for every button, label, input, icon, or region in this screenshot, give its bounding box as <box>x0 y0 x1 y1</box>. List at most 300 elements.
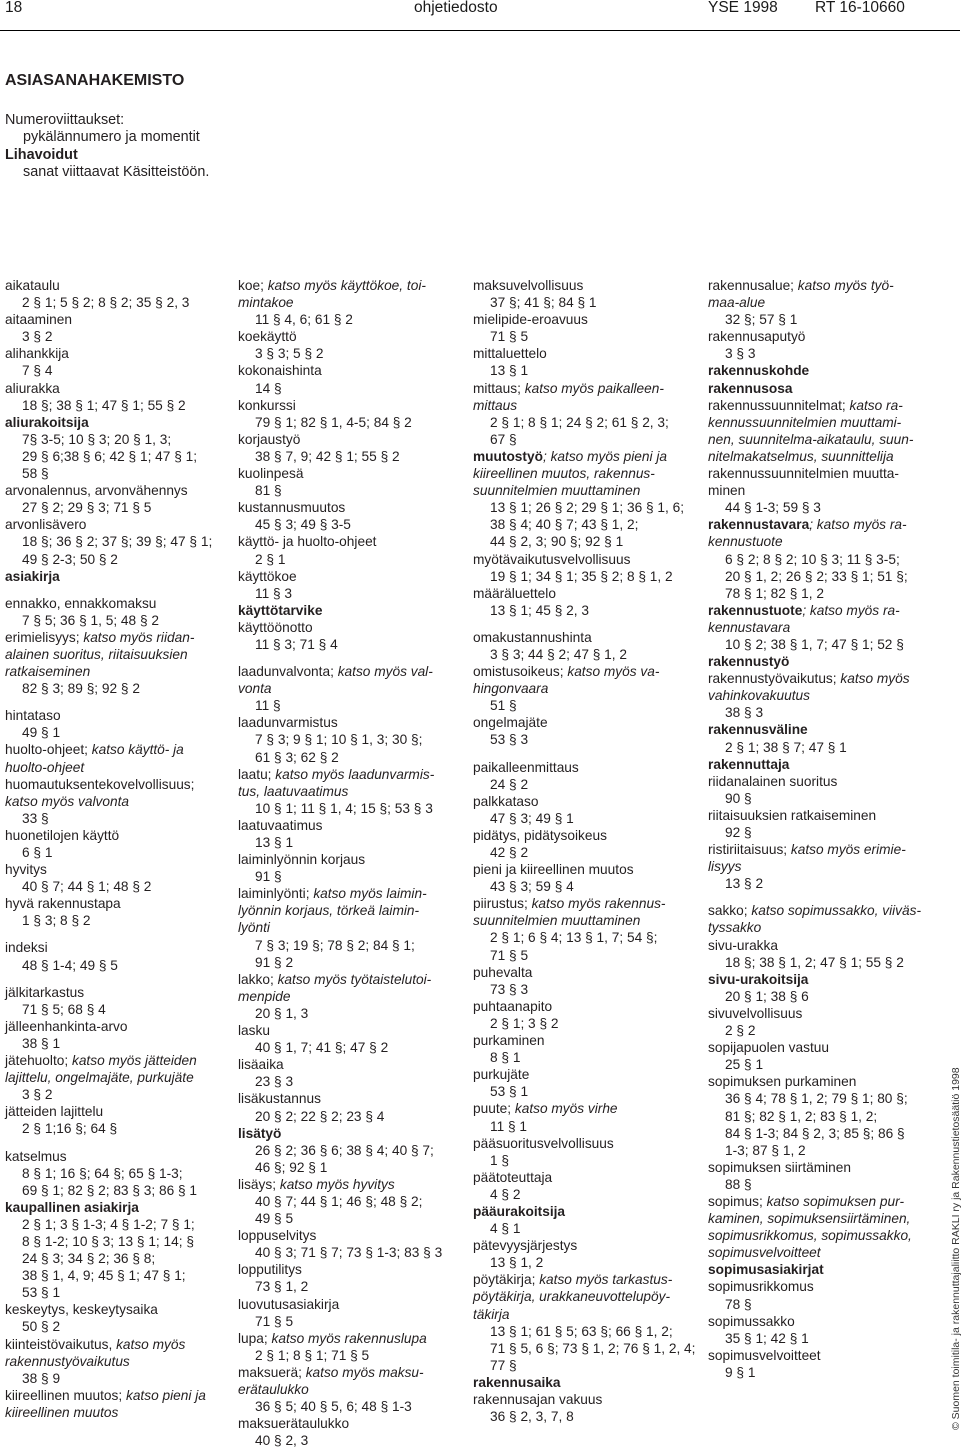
entry-text: 90 § <box>725 790 752 806</box>
index-references <box>238 1210 458 1227</box>
index-term <box>708 1227 928 1244</box>
entry-text: minen <box>708 483 746 499</box>
index-term <box>238 817 458 834</box>
index-references <box>5 612 225 629</box>
index-term <box>708 1261 928 1278</box>
entry-text: 4 § 2 <box>490 1186 521 1202</box>
entry-text: 20 § 1, 2; 26 § 2; 33 § 1; 51 §; <box>725 568 908 584</box>
index-references <box>238 380 458 397</box>
index-term <box>238 1364 458 1381</box>
index-term <box>473 1271 693 1288</box>
cross-reference: katso käyttö- ja <box>91 742 184 758</box>
entry-text: 18 §; 38 § 1; 47 § 1; 55 § 2 <box>22 397 186 413</box>
cross-reference: tyssakko <box>708 920 762 936</box>
index-references <box>238 1005 458 1022</box>
entry-text: 36 § 5; 40 § 5, 6; 48 § 1-3 <box>255 1399 412 1415</box>
entry-text: käyttökoe <box>238 568 297 584</box>
page-header <box>0 0 960 31</box>
index-references <box>5 957 225 974</box>
cross-reference: katso ra- <box>849 397 903 413</box>
index-references <box>473 929 693 946</box>
index-references <box>5 1267 225 1284</box>
entry-text: 23 § 3 <box>255 1074 294 1090</box>
index-term <box>238 988 458 1005</box>
index-term <box>238 1381 458 1398</box>
cross-reference: kiireellinen muutos, rakennus- <box>473 466 655 482</box>
index-term <box>238 328 458 345</box>
cross-reference: vahinkovakuutus <box>708 688 810 704</box>
index-term <box>708 1159 928 1176</box>
entry-text: sopijapuolen vastuu <box>708 1040 829 1056</box>
cross-reference: kaminen, sopimuksensiirtäminen, <box>708 1211 911 1227</box>
index-term <box>5 1387 225 1404</box>
index-term <box>5 1052 225 1069</box>
entry-text: purkaminen <box>473 1033 545 1049</box>
entry-text: 91 § 2 <box>255 954 294 970</box>
index-term <box>708 1073 928 1090</box>
index-term <box>5 1301 225 1318</box>
entry-text: 7 § 3; 19 §; 78 § 2; 84 § 1; <box>255 937 415 953</box>
index-references <box>473 1118 693 1135</box>
index-references <box>708 636 928 653</box>
entry-text: arvonlisävero <box>5 517 87 533</box>
index-term <box>708 1278 928 1295</box>
index-term <box>238 1330 458 1347</box>
index-term <box>238 499 458 516</box>
index-term <box>473 964 693 981</box>
index-term <box>473 465 693 482</box>
index-term <box>473 1203 693 1220</box>
entry-text: puute; <box>473 1101 515 1117</box>
entry-text: 13 § 1 <box>255 835 294 850</box>
index-term <box>708 653 928 670</box>
entry-text: 51 § <box>490 698 517 714</box>
entry-text: 11 § 3; 71 § 4 <box>255 636 338 652</box>
entry-text: 38 § 3 <box>725 705 764 721</box>
index-term <box>708 1313 928 1330</box>
entry-text: sakko; <box>708 903 752 919</box>
index-term <box>5 595 225 612</box>
index-term <box>708 1039 928 1056</box>
entry-text: 2 § 1; 5 § 2; 8 § 2; 35 § 2, 3 <box>22 295 190 311</box>
index-term <box>5 277 225 294</box>
index-term <box>708 756 928 773</box>
entry-text: indeksi <box>5 940 48 956</box>
index-references <box>5 294 225 311</box>
index-references <box>5 680 225 697</box>
entry-text: sopimuksen purkaminen <box>708 1074 857 1090</box>
entry-text: 8 § 1-2; 10 § 3; 13 § 1; 14; § <box>22 1233 194 1249</box>
index-references <box>238 749 458 766</box>
index-term <box>238 971 458 988</box>
entry-text: sopimuksen siirtäminen <box>708 1159 852 1175</box>
index-references <box>238 551 458 568</box>
entry-text: sopimussakko <box>708 1313 795 1329</box>
index-references <box>238 1347 458 1364</box>
index-references <box>708 1296 928 1313</box>
cross-reference: maa-alue <box>708 295 766 311</box>
index-term <box>708 533 928 550</box>
entry-text: 18 §; 36 § 2; 37 §; 39 §; 47 § 1; <box>22 534 213 550</box>
index-term <box>473 1237 693 1254</box>
index-references <box>5 465 225 482</box>
index-references <box>5 1250 225 1267</box>
entry-text: rakennussuunnitelmat; <box>708 397 850 413</box>
index-references <box>238 448 458 465</box>
entry-text: loppuselvitys <box>238 1228 317 1244</box>
index-term <box>5 984 225 1001</box>
entry-text: 13 § 1 <box>490 363 529 379</box>
index-references <box>473 414 693 431</box>
index-references <box>5 844 225 861</box>
entry-text: 49 § 2-3; 50 § 2 <box>22 551 118 567</box>
entry-text: 3 § 2 <box>22 1087 53 1103</box>
entry-text: huonetilojen käyttö <box>5 827 120 843</box>
entry-text: keskeytys, keskeytysaika <box>5 1302 158 1318</box>
cross-reference: ; katso myös pieni ja <box>542 448 667 464</box>
index-references <box>238 482 458 499</box>
index-references <box>708 1142 928 1159</box>
cross-reference: katso myös tarkastus- <box>539 1272 673 1288</box>
entry-text: huomautuksentekovelvollisuus; <box>5 776 195 792</box>
entry-text: arvonalennus, arvonvähennys <box>5 483 188 499</box>
entry-text: kustannusmuutos <box>238 500 346 516</box>
entry-text: 7 § 3; 9 § 1; 10 § 1, 3; 30 §; <box>255 732 423 748</box>
index-term <box>708 919 928 936</box>
index-references <box>708 568 928 585</box>
entry-text: sopimusvelvoitteet <box>708 1347 821 1363</box>
entry-text: sopimus; <box>708 1193 767 1209</box>
entry-text: hyvitys <box>5 862 47 878</box>
index-references <box>238 834 458 851</box>
index-term <box>708 431 928 448</box>
index-references <box>5 431 225 448</box>
index-references <box>238 868 458 885</box>
index-references <box>473 362 693 379</box>
index-references <box>5 362 225 379</box>
entry-text: 71 § 5 <box>490 329 529 345</box>
entry-text: 2 § 1; 3 § 2 <box>490 1015 559 1031</box>
entry-text: 11 § 3 <box>255 585 293 601</box>
entry-text: 20 § 1; 38 § 6 <box>725 988 809 1004</box>
index-references <box>473 1254 693 1271</box>
entry-text: omistusoikeus; <box>473 664 568 680</box>
cross-reference: hingonvaara <box>473 681 549 697</box>
index-references <box>708 345 928 362</box>
index-term <box>473 793 693 810</box>
index-term <box>238 1261 458 1278</box>
cross-reference: ; katso myös ra- <box>802 602 900 618</box>
entry-text: puhevalta <box>473 964 533 980</box>
index-references <box>238 1244 458 1261</box>
index-term <box>238 533 458 550</box>
index-term <box>5 311 225 328</box>
index-references <box>5 551 225 568</box>
index-references <box>238 311 458 328</box>
entry-text: piirustus; <box>473 896 532 912</box>
entry-text: 8 § 1; 16 §; 64 §; 65 § 1-3; <box>22 1165 183 1181</box>
index-term <box>5 776 225 793</box>
cross-reference: sopimusvelvoitteet <box>708 1245 821 1261</box>
index-references <box>238 516 458 533</box>
entry-text: 2 § 1;16 §; 64 § <box>22 1121 118 1137</box>
cross-reference: erätaulukko <box>238 1382 309 1397</box>
cross-reference: kennussuunnitelmien muuttami- <box>708 414 902 430</box>
entry-text: jälkitarkastus <box>5 984 85 1000</box>
index-references <box>5 724 225 741</box>
index-references <box>238 697 458 714</box>
index-term <box>238 783 458 800</box>
index-term <box>708 971 928 988</box>
entry-text: 7 § 5; 36 § 1, 5; 48 § 2 <box>22 612 159 628</box>
index-references <box>473 294 693 311</box>
cross-reference: katso myös val- <box>337 664 433 680</box>
index-term <box>473 827 693 844</box>
entry-text: pääurakoitsija <box>473 1203 566 1219</box>
cross-reference: huolto-ohjeet <box>5 759 85 775</box>
entry-text: kaupallinen asiakirja <box>5 1199 139 1215</box>
entry-text: lisäys; <box>238 1176 280 1192</box>
entry-text: puhtaanapito <box>473 998 553 1014</box>
index-references <box>473 981 693 998</box>
index-term <box>238 602 458 619</box>
index-term <box>5 568 225 585</box>
index-term <box>5 793 225 810</box>
index-term <box>473 680 693 697</box>
cross-reference: vonta <box>238 681 272 697</box>
index-references <box>5 328 225 345</box>
entry-text: 2 § 1; 6 § 4; 13 § 1, 7; 54 §; <box>490 930 658 946</box>
index-references <box>238 800 458 817</box>
entry-text: 13 § 1; 61 § 5; 63 §; 66 § 1, 2; <box>490 1323 673 1339</box>
entry-text: 44 § 1-3; 59 § 3 <box>725 500 821 516</box>
index-term <box>238 1090 458 1107</box>
entry-text: 14 § <box>255 380 282 396</box>
entry-text: laatu; <box>238 766 276 782</box>
cross-reference: lyönnin korjaus, törkeä laimin- <box>238 903 420 919</box>
index-term <box>708 773 928 790</box>
entry-text: kiireellinen muutos; <box>5 1387 126 1403</box>
entry-text: 91 § <box>255 869 282 885</box>
index-references <box>473 431 693 448</box>
index-term <box>238 465 458 482</box>
cross-reference: katso pieni ja <box>125 1387 206 1403</box>
cross-reference: katso myös virhe <box>514 1101 618 1117</box>
index-term <box>473 1100 693 1117</box>
cross-reference: nen, suunnitelma-aikataulu, suun- <box>708 431 914 447</box>
index-term <box>473 277 693 294</box>
index-references <box>238 1039 458 1056</box>
entry-text: 71 § 5 <box>490 947 529 963</box>
entry-text: rakennusajan vakuus <box>473 1392 603 1407</box>
entry-text: 6 § 1 <box>22 845 53 860</box>
index-term <box>238 619 458 636</box>
index-term <box>5 707 225 724</box>
entry-text: laiminlyönti; <box>238 886 314 902</box>
index-references <box>238 1193 458 1210</box>
entry-text: 69 § 1; 82 § 2; 83 § 3; 86 § 1 <box>22 1182 198 1198</box>
entry-text: 45 § 3; 49 § 3-5 <box>255 517 351 533</box>
index-term <box>5 861 225 878</box>
entry-text: paikalleenmittaus <box>473 759 579 775</box>
cross-reference: katso myös jätteiden <box>71 1053 197 1069</box>
entry-text: 25 § 1 <box>725 1057 764 1073</box>
entry-text: 2 § 1; 3 § 1-3; 4 § 1-2; 7 § 1; <box>22 1216 195 1232</box>
entry-text: 10 § 1; 11 § 1, 4; 15 §; 53 § 3 <box>255 800 433 816</box>
index-references <box>5 912 225 929</box>
index-column-4 <box>708 277 928 1381</box>
index-references <box>5 1120 225 1137</box>
index-term <box>473 482 693 499</box>
index-references <box>708 1108 928 1125</box>
entry-text: laadunvalvonta; <box>238 664 338 680</box>
index-references <box>473 1323 693 1340</box>
entry-text: ennakko, ennakkomaksu <box>5 595 157 611</box>
entry-text: 78 § 1; 82 § 1, 2 <box>725 585 824 601</box>
cross-reference: mintakoe <box>238 295 294 311</box>
entry-text: mittaus; <box>473 380 525 396</box>
index-term <box>473 1032 693 1049</box>
entry-text: rakennusväline <box>708 722 808 738</box>
index-references <box>708 1022 928 1039</box>
entry-text: kokonaishinta <box>238 363 322 379</box>
index-term <box>238 568 458 585</box>
document-type: ohjetiedosto <box>414 0 498 16</box>
index-term <box>238 1056 458 1073</box>
index-term <box>473 1066 693 1083</box>
entry-text: pääsuoritusvelvollisuus <box>473 1135 614 1151</box>
index-term <box>708 1193 928 1210</box>
entry-text: 92 § <box>725 825 752 840</box>
entry-text: 11 § <box>255 698 281 714</box>
cross-reference: lisyys <box>708 859 742 875</box>
index-term <box>473 551 693 568</box>
index-references <box>238 1432 458 1449</box>
index-references <box>5 1165 225 1182</box>
index-references <box>5 1233 225 1250</box>
index-term <box>473 1288 693 1305</box>
entry-text: pätevyysjärjestys <box>473 1238 578 1254</box>
entry-text: pidätys, pidätysoikeus <box>473 827 607 843</box>
entry-text: 58 § <box>22 466 49 482</box>
index-references <box>5 1216 225 1233</box>
entry-text: käyttötarvike <box>238 602 323 618</box>
index-term <box>708 902 928 919</box>
index-references <box>708 704 928 721</box>
entry-text: maksuvelvollisuus <box>473 278 584 293</box>
index-references <box>473 499 693 516</box>
index-column-2 <box>238 277 458 1449</box>
entry-text: 7 § 4 <box>22 363 53 379</box>
entry-text: 78 § <box>725 1296 752 1312</box>
index-references <box>473 731 693 748</box>
entry-text: 1 § <box>490 1152 510 1168</box>
index-term <box>708 294 928 311</box>
index-references <box>473 1408 693 1425</box>
entry-text: 4 § 1 <box>490 1221 521 1237</box>
index-references <box>5 1182 225 1199</box>
index-term <box>473 663 693 680</box>
index-term <box>708 1210 928 1227</box>
entry-text: alihankkija <box>5 346 69 362</box>
cross-reference: ratkaiseminen <box>5 664 91 680</box>
entry-text: kuolinpesä <box>238 466 304 482</box>
entry-text: 40 § 7; 44 § 1; 48 § 2 <box>22 879 152 895</box>
index-term <box>473 998 693 1015</box>
entry-text: 27 § 2; 29 § 3; 71 § 5 <box>22 500 152 516</box>
index-references <box>708 988 928 1005</box>
index-term <box>238 766 458 783</box>
entry-text: 20 § 1, 3 <box>255 1005 309 1021</box>
entry-text: riidanalainen suoritus <box>708 773 838 789</box>
entry-text: laatuvaatimus <box>238 817 323 833</box>
entry-text: 50 § 2 <box>22 1319 61 1335</box>
index-term <box>473 1169 693 1186</box>
index-references <box>5 448 225 465</box>
entry-text: 49 § 1 <box>22 725 61 741</box>
index-references <box>238 585 458 602</box>
entry-text: 38 § 1, 4, 9; 45 § 1; 47 § 1; <box>22 1268 186 1284</box>
entry-text: rakennustuote <box>708 602 803 618</box>
index-term <box>5 1148 225 1165</box>
entry-text: 40 § 3; 71 § 7; 73 § 1-3; 83 § 3 <box>255 1245 443 1261</box>
index-references <box>238 345 458 362</box>
index-references <box>238 731 458 748</box>
entry-text: 33 § <box>22 810 49 826</box>
index-term <box>708 362 928 379</box>
cross-reference: kennustuote <box>708 534 783 550</box>
entry-text: 3 § 3; 44 § 2; 47 § 1, 2 <box>490 646 627 662</box>
index-term <box>5 345 225 362</box>
entry-text: lopputilitys <box>238 1262 302 1278</box>
entry-text: rakennusosa <box>708 380 793 396</box>
entry-text: käyttö- ja huolto-ohjeet <box>238 534 377 550</box>
entry-text: aikataulu <box>5 278 60 293</box>
index-references <box>473 1340 696 1357</box>
entry-text: lisätyö <box>238 1125 282 1141</box>
cross-reference: mittaus <box>473 397 518 413</box>
entry-text: 13 § 1; 45 § 2, 3 <box>490 602 589 618</box>
index-term <box>473 345 693 362</box>
cross-reference: katso sopimussakko, viiväs- <box>751 903 922 919</box>
cross-reference: lyönti <box>238 920 270 936</box>
cross-reference: suunnitelmien muuttaminen <box>473 483 641 499</box>
entry-text: lakko; <box>238 971 278 987</box>
index-term <box>708 465 928 482</box>
entry-text: mielipide-eroavuus <box>473 312 588 328</box>
index-term <box>708 1005 928 1022</box>
entry-text: mittaluettelo <box>473 346 547 362</box>
index-references <box>238 954 458 971</box>
index-term <box>5 1069 225 1086</box>
entry-text: 67 § <box>490 431 517 447</box>
entry-text: 2 § 2 <box>725 1023 756 1039</box>
index-references <box>5 1035 225 1052</box>
index-references <box>238 1398 458 1415</box>
cross-reference: alainen suoritus, riitaisuuksien <box>5 646 188 662</box>
index-references <box>5 878 225 895</box>
index-references <box>473 1049 693 1066</box>
index-title: ASIASANAHAKEMISTO <box>5 72 185 89</box>
index-references <box>5 1370 225 1387</box>
cross-reference: katso myös paikalleen- <box>524 380 664 396</box>
entry-text: 47 § 3; 49 § 1 <box>490 810 574 826</box>
entry-text: 3 § 2 <box>22 329 53 345</box>
page-number: 18 <box>5 0 23 16</box>
entry-text: katselmus <box>5 1148 67 1164</box>
index-term <box>5 1018 225 1035</box>
entry-text: 82 § 3; 89 §; 92 § 2 <box>22 681 140 697</box>
